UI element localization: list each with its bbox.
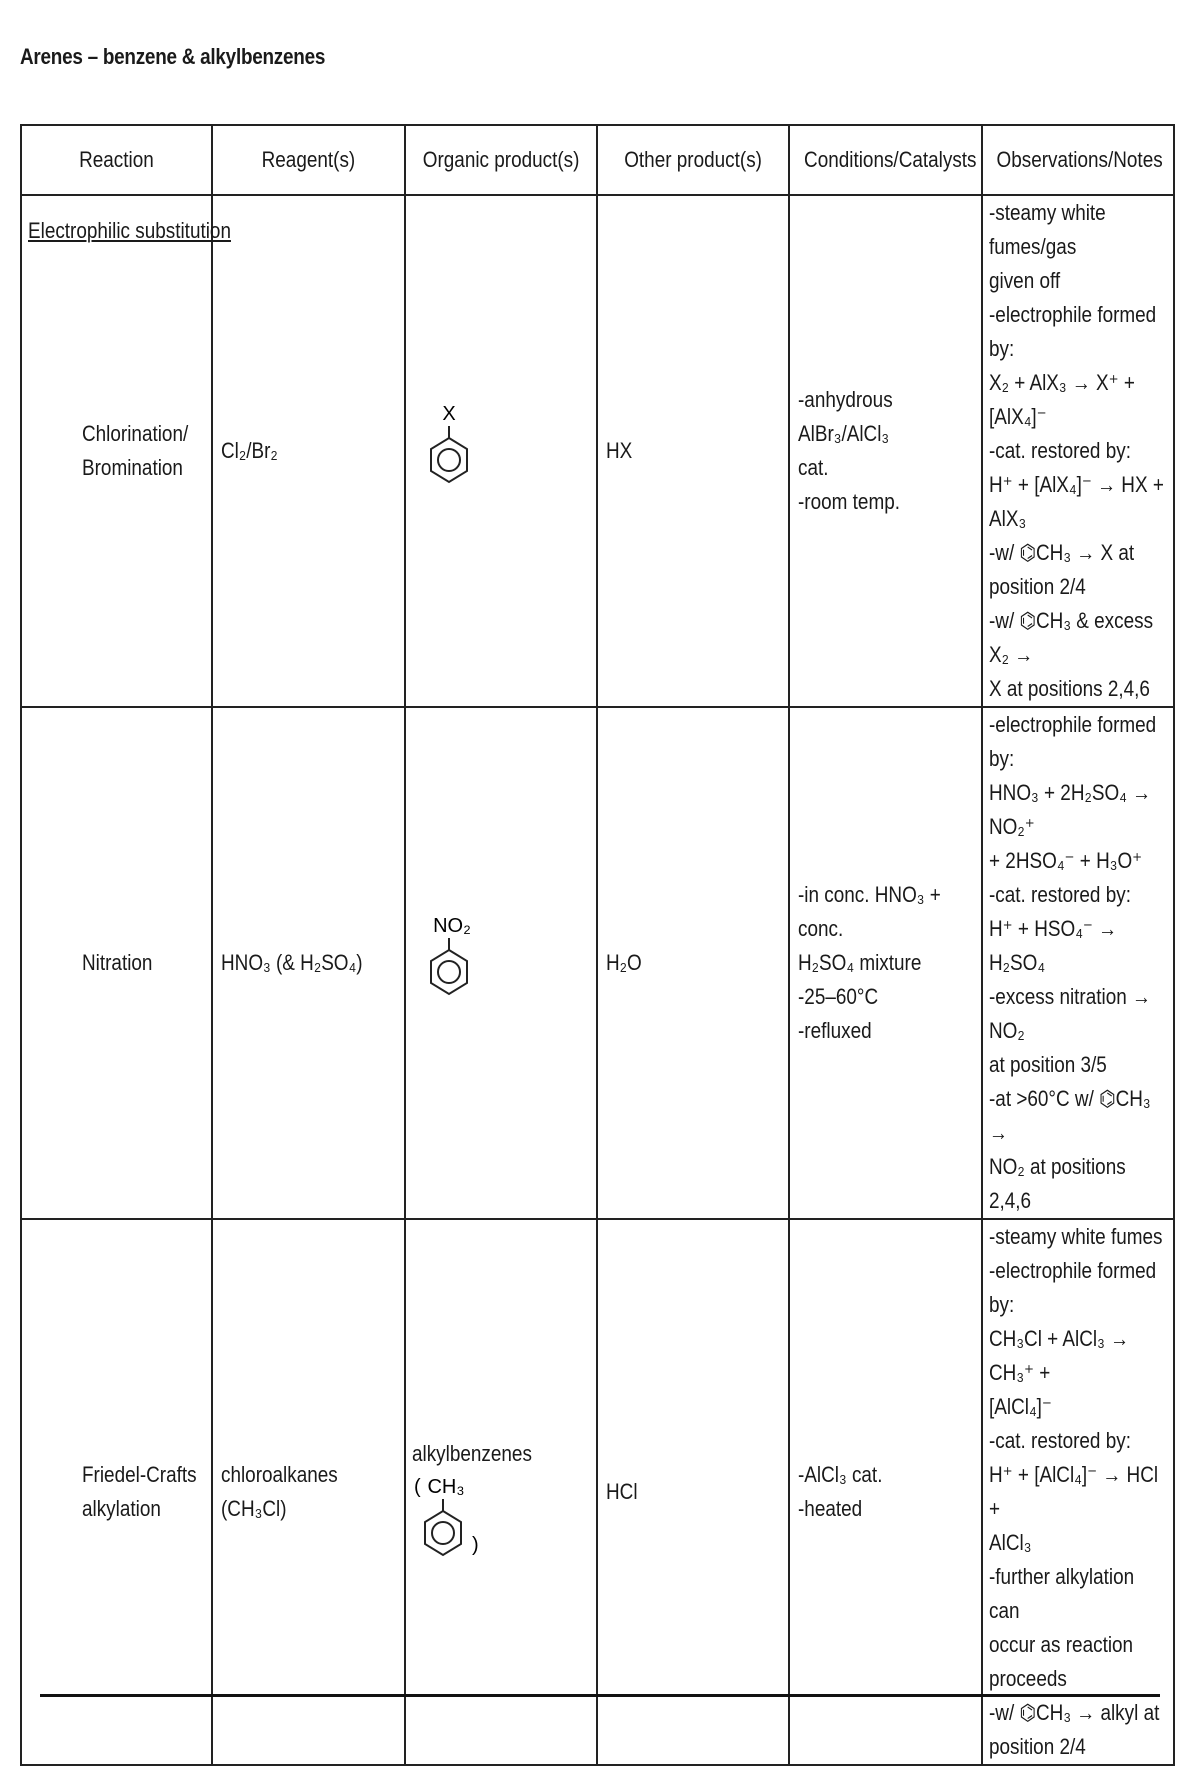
reaction-name-line: Nitration: [82, 950, 153, 975]
page-title: Arenes – benzene & alkylbenzenes: [20, 44, 326, 69]
substituent-label: X: [441, 403, 456, 425]
reactions-table: [20, 124, 1175, 1766]
conditions-cell: -anhydrous AlBr₃/AlCl₃ cat. -room temp.: [789, 195, 981, 707]
notes-cell: [982, 707, 1174, 1219]
open-paren: (: [413, 1476, 421, 1498]
organic-product-cell: [405, 195, 597, 707]
note-line: -cat. restored by:: [988, 1428, 1131, 1453]
note-line: AlCl₃: [988, 1530, 1032, 1555]
reaction-name-line: Friedel-Crafts: [82, 1462, 197, 1487]
reaction-name-line: Bromination: [82, 455, 183, 480]
reaction-name-line: Chlorination/: [82, 421, 189, 446]
note-line: given off: [988, 268, 1060, 293]
note-line: -further alkylation can: [988, 1564, 1134, 1623]
reaction-cell: [21, 707, 212, 1219]
organic-product-cell: [405, 1219, 597, 1765]
table-row: [21, 707, 1174, 1219]
footer-divider: [40, 1694, 1160, 1697]
header-reaction: Reaction: [21, 125, 212, 195]
note-line: proceeds: [988, 1666, 1067, 1691]
note-line: -excess nitration → NO₂: [988, 984, 1151, 1043]
other-product-cell: H₂O: [597, 707, 789, 1219]
note-line: -at >60°C w/ ⌬CH₃ →: [988, 1086, 1151, 1145]
note-line: NO₂ at positions 2,4,6: [988, 1154, 1126, 1213]
note-line: -w/ ⌬CH₃ & excess X₂ →: [988, 608, 1153, 667]
note-line: position 2/4: [988, 574, 1086, 599]
note-line: CH₃Cl + AlCl₃ → CH₃⁺ +: [988, 1326, 1129, 1385]
close-paren: ): [471, 1534, 479, 1556]
note-line: occur as reaction: [988, 1632, 1133, 1657]
note-line: -cat. restored by:: [988, 882, 1131, 907]
other-product-cell: HX: [597, 195, 789, 707]
header-organic-products: Organic product(s): [405, 125, 597, 195]
note-line: -cat. restored by:: [988, 438, 1131, 463]
conditions-cell: -AlCl₃ cat. -heated: [789, 1219, 981, 1765]
note-line: [AlCl₄]⁻: [988, 1394, 1052, 1419]
reaction-cell: [21, 1219, 212, 1765]
reagent-cell: HNO₃ (& H₂SO₄): [212, 707, 404, 1219]
substituent-label: CH₃: [427, 1476, 465, 1498]
substituent-label: NO₂: [432, 915, 471, 937]
note-line: -w/ ⌬CH₃ → alkyl at: [988, 1700, 1159, 1725]
note-line: H⁺ + HSO₄⁻ → H₂SO₄: [988, 916, 1117, 975]
product-text: alkylbenzenes: [411, 1441, 532, 1466]
reagent-cell: Cl₂/Br₂: [212, 195, 404, 707]
reagent-cell: chloroalkanes (CH₃Cl): [212, 1219, 404, 1765]
note-line: -steamy white fumes: [988, 1224, 1163, 1249]
note-line: position 2/4: [988, 1734, 1086, 1759]
reaction-name-line: alkylation: [82, 1496, 161, 1521]
organic-product-cell: [405, 707, 597, 1219]
toluene-structure: [412, 1471, 492, 1567]
header-other-products: Other product(s): [597, 125, 789, 195]
note-line: -electrophile formed by:: [988, 1258, 1156, 1317]
note-line: -w/ ⌬CH₃ → X at: [988, 540, 1134, 565]
table-row: [21, 1219, 1174, 1765]
note-line: -electrophile formed by:: [988, 302, 1156, 361]
note-line: -steamy white fumes/gas: [988, 200, 1106, 259]
reaction-cell: [21, 195, 231, 707]
note-line: HNO₃ + 2H₂SO₄ → NO₂⁺: [988, 780, 1151, 839]
header-reagents: Reagent(s): [212, 125, 404, 195]
note-line: + 2HSO₄⁻ + H₃O⁺: [988, 848, 1142, 873]
notes-cell: [982, 195, 1174, 707]
header-conditions: Conditions/Catalysts: [789, 125, 981, 195]
note-line: X₂ + AlX₃ → X⁺ + [AlX₄]⁻: [988, 370, 1135, 429]
section-label: Electrophilic substitution: [28, 218, 231, 243]
conditions-cell: -in conc. HNO₃ + conc. H₂SO₄ mixture -25–60°C -refluxed: [789, 707, 981, 1219]
note-line: H⁺ + [AlCl₄]⁻ → HCl +: [988, 1462, 1158, 1521]
note-line: at position 3/5: [988, 1052, 1107, 1077]
nitrobenzene-structure: [424, 910, 484, 1006]
note-line: X at positions 2,4,6: [988, 676, 1150, 701]
note-line: H⁺ + [AlX₄]⁻ → HX + AlX₃: [988, 472, 1164, 531]
header-row: [21, 125, 1174, 195]
notes-cell: [982, 1219, 1174, 1765]
other-product-cell: HCl: [597, 1219, 789, 1765]
note-line: -electrophile formed by:: [988, 712, 1156, 771]
header-notes: Observations/Notes: [982, 125, 1174, 195]
table-row: [21, 195, 1174, 707]
benzene-structure: [424, 398, 474, 494]
